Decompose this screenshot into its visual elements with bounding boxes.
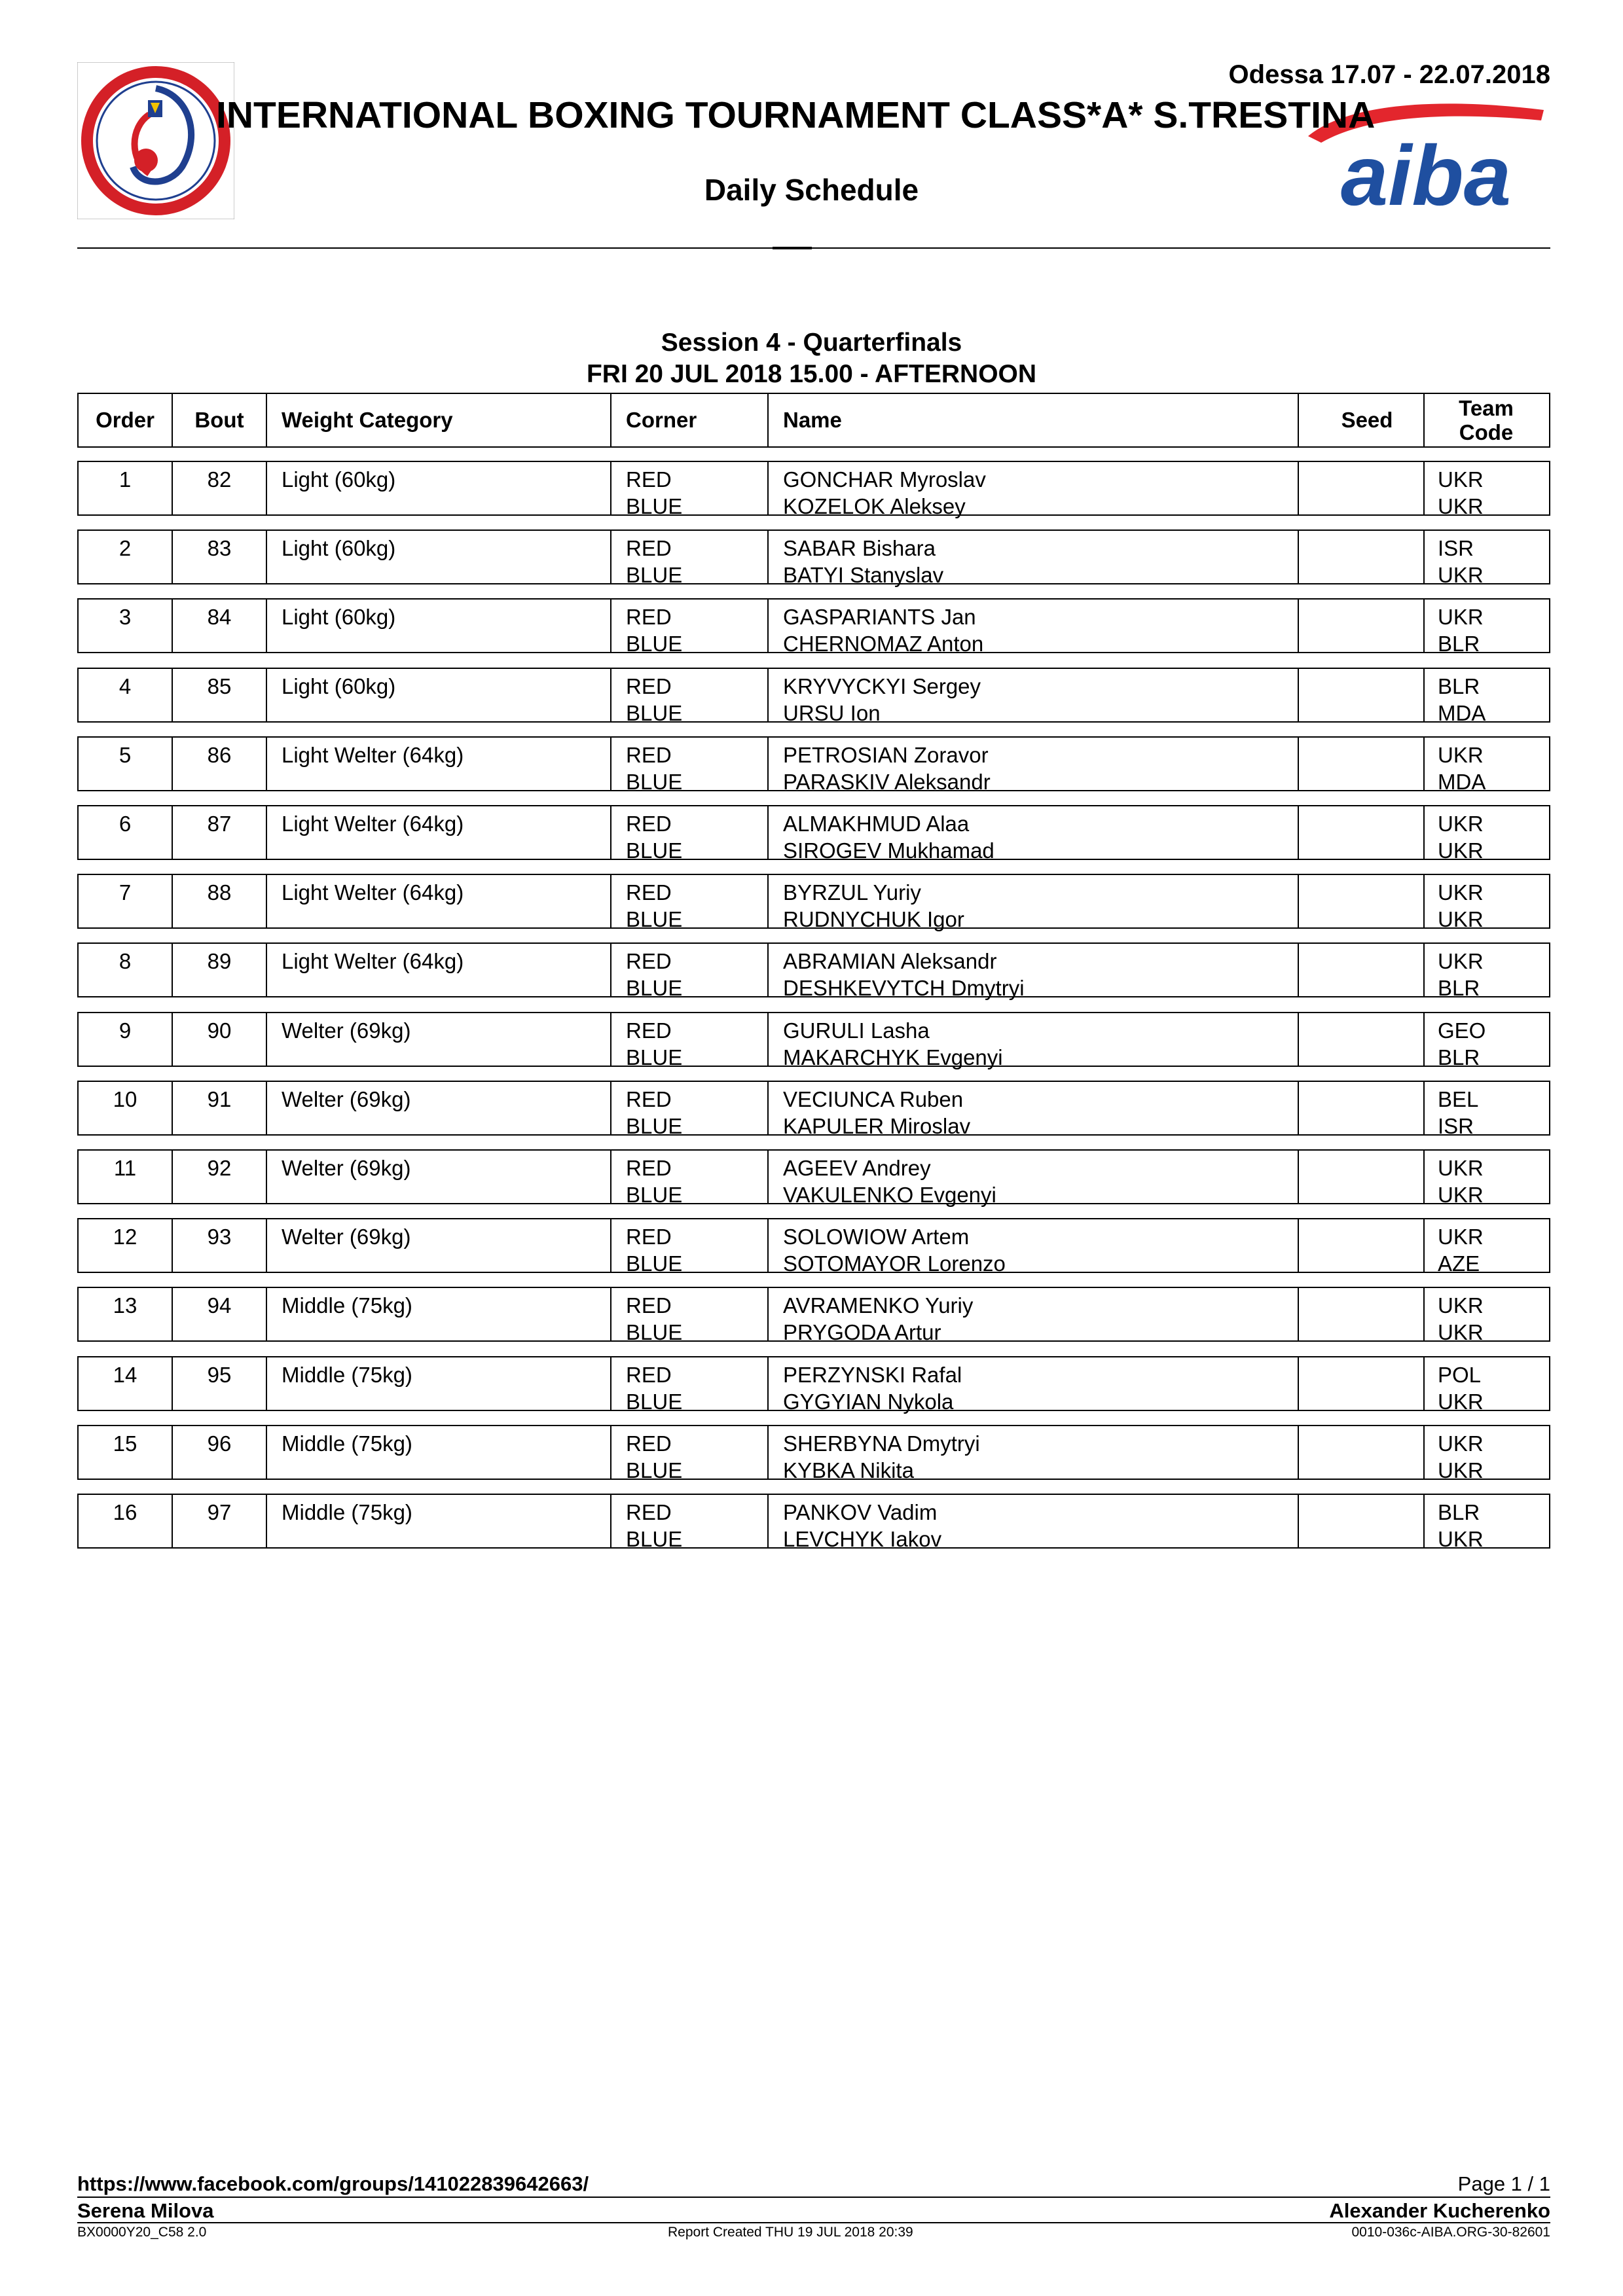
bout-number: 97 — [207, 1500, 232, 1524]
red-team-code: UKR — [1438, 1156, 1484, 1180]
column-seed: Seed — [1341, 408, 1393, 432]
weight-category-cell — [282, 948, 464, 975]
boxer-name-cell — [783, 673, 981, 726]
blue-team-code: BLR — [1438, 1045, 1480, 1069]
boxer-name-cell — [783, 535, 943, 588]
weight-category-cell — [282, 1017, 410, 1044]
bout-order: 3 — [119, 605, 132, 629]
boxer-name-cell — [783, 603, 983, 657]
corner-cell — [626, 1086, 682, 1139]
table-header — [77, 393, 1550, 448]
bout-number-cell — [173, 1017, 266, 1044]
table-row — [77, 1149, 1550, 1207]
blue-team-code: UKR — [1438, 1527, 1484, 1551]
red-corner: RED — [626, 605, 672, 629]
red-boxer-name: BYRZUL Yuriy — [783, 880, 921, 905]
team-code-cell — [1438, 1223, 1484, 1277]
bout-order: 6 — [119, 812, 132, 836]
aiba-wordmark: aiba — [1340, 128, 1512, 215]
blue-corner: BLUE — [626, 1045, 683, 1069]
team-code-cell — [1438, 673, 1486, 726]
table-row — [77, 461, 1550, 516]
weight-category-cell — [282, 1430, 412, 1457]
column-corner: Corner — [626, 408, 697, 432]
boxer-name-cell — [783, 1292, 973, 1346]
blue-corner: BLUE — [626, 1320, 683, 1344]
blue-boxer-name: KOZELOK Aleksey — [783, 494, 966, 518]
bout-order: 4 — [119, 674, 132, 698]
bout-number-cell — [173, 948, 266, 975]
team-code-cell — [1438, 948, 1484, 1001]
blue-corner: BLUE — [626, 1390, 683, 1414]
boxer-name-cell — [783, 810, 994, 864]
blue-team-code: UKR — [1438, 838, 1484, 863]
bout-number: 94 — [207, 1293, 232, 1318]
header-divider — [77, 247, 1550, 249]
bout-number: 95 — [207, 1363, 232, 1387]
blue-corner: BLUE — [626, 770, 683, 794]
column-weight: Weight Category — [282, 408, 453, 432]
red-boxer-name: AVRAMENKO Yuriy — [783, 1293, 974, 1318]
weight-category: Middle (75kg) — [282, 1500, 412, 1524]
red-boxer-name: PETROSIAN Zoravor — [783, 743, 989, 767]
red-team-code: UKR — [1438, 743, 1484, 767]
blue-team-code: UKR — [1438, 907, 1484, 931]
blue-boxer-name: PARASKIV Aleksandr — [783, 770, 991, 794]
blue-boxer-name: BATYI Stanyslav — [783, 563, 944, 587]
blue-boxer-name: URSU Ion — [783, 701, 881, 725]
red-corner: RED — [626, 1087, 672, 1111]
red-corner: RED — [626, 674, 672, 698]
team-code-cell — [1438, 810, 1484, 864]
bout-number-cell — [173, 1223, 266, 1250]
session-title: Session 4 - Quarterfinals — [661, 329, 962, 357]
page-number: Page 1 / 1 — [1457, 2172, 1550, 2195]
bout-order-cell — [79, 603, 172, 630]
red-team-code: UKR — [1438, 1293, 1484, 1318]
boxer-name-cell — [783, 1499, 941, 1552]
blue-corner: BLUE — [626, 838, 683, 863]
corner-cell — [626, 603, 682, 657]
boxer-name-cell — [783, 1155, 996, 1208]
bout-number: 85 — [207, 674, 232, 698]
weight-category-cell — [282, 810, 464, 837]
red-boxer-name: GURULI Lasha — [783, 1018, 930, 1043]
bout-order: 14 — [113, 1363, 137, 1387]
report-created: Report Created THU 19 JUL 2018 20:39 — [668, 2225, 913, 2240]
corner-cell — [626, 1155, 682, 1208]
blue-boxer-name: DESHKEVYTCH Dmytryi — [783, 976, 1025, 1000]
bout-number-cell — [173, 1086, 266, 1113]
team-code-cell — [1438, 603, 1484, 657]
boxer-name-cell — [783, 1361, 962, 1415]
blue-team-code: BLR — [1438, 976, 1480, 1000]
page-title: INTERNATIONAL BOXING TOURNAMENT CLASS*A* S.TRESTINA — [216, 94, 1376, 136]
blue-corner: BLUE — [626, 907, 683, 931]
blue-boxer-name: SOTOMAYOR Lorenzo — [783, 1251, 1006, 1276]
bout-number: 91 — [207, 1087, 232, 1111]
red-boxer-name: SABAR Bishara — [783, 536, 936, 560]
blue-team-code: UKR — [1438, 1390, 1484, 1414]
weight-category-cell — [282, 603, 395, 630]
red-corner: RED — [626, 1431, 672, 1456]
red-boxer-name: ALMAKHMUD Alaa — [783, 812, 970, 836]
boxer-name-cell — [783, 1017, 1003, 1071]
bout-number: 82 — [207, 467, 232, 492]
team-code-cell — [1438, 1361, 1484, 1415]
column-order: Order — [96, 408, 155, 432]
weight-category: Light (60kg) — [282, 467, 396, 492]
bout-order: 12 — [113, 1225, 137, 1249]
blue-team-code: UKR — [1438, 494, 1484, 518]
boxer-name-cell — [783, 1430, 980, 1484]
blue-corner: BLUE — [626, 1527, 683, 1551]
table-row — [77, 1356, 1550, 1414]
red-corner: RED — [626, 949, 672, 973]
red-team-code: ISR — [1438, 536, 1474, 560]
red-team-code: UKR — [1438, 1431, 1484, 1456]
corner-cell — [626, 1499, 682, 1552]
bout-order: 5 — [119, 743, 132, 767]
header-divider-accent — [773, 247, 812, 249]
red-corner: RED — [626, 467, 672, 492]
red-boxer-name: PERZYNSKI Rafal — [783, 1363, 962, 1387]
blue-team-code: UKR — [1438, 1183, 1484, 1207]
blue-team-code: UKR — [1438, 563, 1484, 587]
weight-category-cell — [282, 1361, 412, 1388]
blue-corner: BLUE — [626, 632, 683, 656]
blue-team-code: ISR — [1438, 1114, 1474, 1138]
red-corner: RED — [626, 812, 672, 836]
weight-category: Light (60kg) — [282, 536, 396, 560]
bout-order-cell — [79, 1361, 172, 1388]
table-row — [77, 1425, 1550, 1480]
red-boxer-name: GASPARIANTS Jan — [783, 605, 976, 629]
bout-order-cell — [79, 466, 172, 493]
red-boxer-name: SOLOWIOW Artem — [783, 1225, 970, 1249]
red-boxer-name: GONCHAR Myroslav — [783, 467, 986, 492]
bout-number-cell — [173, 535, 266, 562]
blue-corner: BLUE — [626, 1251, 683, 1276]
blue-corner: BLUE — [626, 563, 683, 587]
table-row — [77, 942, 1550, 1000]
table-row — [77, 805, 1550, 863]
weight-category: Middle (75kg) — [282, 1293, 412, 1318]
footer-divider — [77, 2197, 1550, 2198]
red-boxer-name: KRYVYCKYI Sergey — [783, 674, 981, 698]
boxer-name-cell — [783, 879, 964, 933]
corner-cell — [626, 810, 682, 864]
bout-number-cell — [173, 1155, 266, 1181]
bout-order: 8 — [119, 949, 132, 973]
session-datetime: FRI 20 JUL 2018 15.00 - AFTERNOON — [586, 360, 1037, 388]
tournament-dates: Odessa 17.07 - 22.07.2018 — [1228, 60, 1550, 89]
blue-team-code: UKR — [1438, 1458, 1484, 1482]
footer-left-signatory: Serena Milova — [77, 2199, 214, 2222]
boxer-name-cell — [783, 742, 991, 795]
blue-boxer-name: CHERNOMAZ Anton — [783, 632, 984, 656]
weight-category-cell — [282, 535, 395, 562]
bout-number-cell — [173, 879, 266, 906]
page-subtitle: Daily Schedule — [704, 173, 919, 207]
blue-team-code: AZE — [1438, 1251, 1480, 1276]
blue-corner: BLUE — [626, 976, 683, 1000]
bout-order: 10 — [113, 1087, 137, 1111]
weight-category: Light Welter (64kg) — [282, 949, 464, 973]
corner-cell — [626, 1223, 682, 1277]
red-corner: RED — [626, 880, 672, 905]
weight-category: Light (60kg) — [282, 605, 396, 629]
weight-category: Welter (69kg) — [282, 1018, 411, 1043]
red-team-code: BLR — [1438, 1500, 1480, 1524]
team-code-cell — [1438, 1155, 1484, 1208]
blue-corner: BLUE — [626, 1458, 683, 1482]
bout-order: 16 — [113, 1500, 137, 1524]
weight-category: Welter (69kg) — [282, 1087, 411, 1111]
bout-order-cell — [79, 879, 172, 906]
column-name: Name — [783, 408, 842, 432]
blue-corner: BLUE — [626, 494, 683, 518]
blue-team-code: MDA — [1438, 770, 1486, 794]
column-team-code-line2: Code — [1459, 420, 1514, 444]
table-row — [77, 1081, 1550, 1136]
blue-team-code: MDA — [1438, 701, 1486, 725]
red-boxer-name: PANKOV Vadim — [783, 1500, 938, 1524]
team-code-cell — [1438, 1017, 1486, 1071]
bout-number: 88 — [207, 880, 232, 905]
bout-order: 13 — [113, 1293, 137, 1318]
weight-category-cell — [282, 1223, 410, 1250]
table-row — [77, 1218, 1550, 1276]
weight-category-cell — [282, 673, 395, 700]
boxer-name-cell — [783, 466, 986, 520]
table-row — [77, 529, 1550, 587]
red-boxer-name: SHERBYNA Dmytryi — [783, 1431, 980, 1456]
bout-number: 83 — [207, 536, 232, 560]
bout-order-cell — [79, 1430, 172, 1457]
red-corner: RED — [626, 1293, 672, 1318]
red-team-code: UKR — [1438, 880, 1484, 905]
blue-team-code: UKR — [1438, 1320, 1484, 1344]
red-corner: RED — [626, 1156, 672, 1180]
team-code-cell — [1438, 466, 1484, 520]
team-code-cell — [1438, 1499, 1484, 1552]
red-team-code: BEL — [1438, 1087, 1479, 1111]
corner-cell — [626, 673, 682, 726]
bout-order-cell — [79, 1017, 172, 1044]
table-row — [77, 736, 1550, 794]
boxer-name-cell — [783, 1086, 970, 1139]
bout-number: 86 — [207, 743, 232, 767]
team-code-cell — [1438, 1292, 1484, 1346]
blue-boxer-name: KYBKA Nikita — [783, 1458, 914, 1482]
table-row — [77, 1287, 1550, 1342]
bout-order-cell — [79, 948, 172, 975]
bout-order: 2 — [119, 536, 132, 560]
blue-corner: BLUE — [626, 1114, 683, 1138]
bout-number: 93 — [207, 1225, 232, 1249]
team-code-cell — [1438, 742, 1486, 795]
red-team-code: UKR — [1438, 1225, 1484, 1249]
bout-order-cell — [79, 742, 172, 768]
boxer-name-cell — [783, 948, 1025, 1001]
bout-number: 84 — [207, 605, 232, 629]
column-bout: Bout — [194, 408, 244, 432]
bout-number: 96 — [207, 1431, 232, 1456]
bout-number-cell — [173, 1430, 266, 1457]
blue-corner: BLUE — [626, 701, 683, 725]
weight-category-cell — [282, 742, 464, 768]
weight-category-cell — [282, 1086, 410, 1113]
red-corner: RED — [626, 1500, 672, 1524]
corner-cell — [626, 466, 682, 520]
weight-category-cell — [282, 879, 464, 906]
team-code-cell — [1438, 879, 1484, 933]
red-boxer-name: ABRAMIAN Aleksandr — [783, 949, 997, 973]
bout-number: 92 — [207, 1156, 232, 1180]
blue-boxer-name: GYGYIAN Nykola — [783, 1390, 954, 1414]
bout-order: 1 — [119, 467, 132, 492]
bout-number-cell — [173, 1499, 266, 1526]
blue-boxer-name: LEVCHYK Iakov — [783, 1527, 942, 1551]
blue-boxer-name: RUDNYCHUK Igor — [783, 907, 964, 931]
weight-category: Light Welter (64kg) — [282, 743, 464, 767]
weight-category-cell — [282, 1155, 410, 1181]
bout-number-cell — [173, 742, 266, 768]
weight-category: Welter (69kg) — [282, 1225, 411, 1249]
weight-category-cell — [282, 466, 395, 493]
corner-cell — [626, 879, 682, 933]
bout-order-cell — [79, 673, 172, 700]
red-team-code: POL — [1438, 1363, 1482, 1387]
bout-number: 90 — [207, 1018, 232, 1043]
session-heading — [0, 327, 1623, 390]
bout-order: 11 — [113, 1156, 137, 1180]
bout-number: 89 — [207, 949, 232, 973]
bout-order-cell — [79, 1086, 172, 1113]
blue-boxer-name: MAKARCHYK Evgenyi — [783, 1045, 1003, 1069]
bout-order: 7 — [119, 880, 132, 905]
table-row — [77, 1494, 1550, 1549]
blue-team-code: BLR — [1438, 632, 1480, 656]
bout-order-cell — [79, 1155, 172, 1181]
corner-cell — [626, 1430, 682, 1484]
blue-boxer-name: PRYGODA Artur — [783, 1320, 941, 1344]
blue-boxer-name: VAKULENKO Evgenyi — [783, 1183, 996, 1207]
corner-cell — [626, 1361, 682, 1415]
weight-category: Light Welter (64kg) — [282, 812, 464, 836]
table-row — [77, 874, 1550, 929]
corner-cell — [626, 948, 682, 1001]
footer-url-link[interactable]: https://www.facebook.com/groups/141022839642663/ — [77, 2172, 589, 2195]
blue-corner: BLUE — [626, 1183, 683, 1207]
column-team-code-line1: Team — [1459, 396, 1514, 420]
table-row — [77, 1012, 1550, 1067]
weight-category: Middle (75kg) — [282, 1363, 412, 1387]
weight-category: Light Welter (64kg) — [282, 880, 464, 905]
table-row — [77, 668, 1550, 723]
team-code-cell — [1438, 1086, 1478, 1139]
red-boxer-name: VECIUNCA Ruben — [783, 1087, 964, 1111]
bout-number: 87 — [207, 812, 232, 836]
red-corner: RED — [626, 1363, 672, 1387]
team-code-cell — [1438, 535, 1484, 588]
corner-cell — [626, 535, 682, 588]
red-corner: RED — [626, 1225, 672, 1249]
bout-order: 15 — [113, 1431, 137, 1456]
red-corner: RED — [626, 1018, 672, 1043]
bout-number-cell — [173, 1361, 266, 1388]
bout-order-cell — [79, 1292, 172, 1319]
footer-right-signatory: Alexander Kucherenko — [1329, 2199, 1550, 2222]
blue-boxer-name: SIROGEV Mukhamad — [783, 838, 994, 863]
bout-order-cell — [79, 810, 172, 837]
bout-order: 9 — [119, 1018, 132, 1043]
bout-number-cell — [173, 1292, 266, 1319]
red-boxer-name: AGEEV Andrey — [783, 1156, 931, 1180]
footer-divider-bottom — [77, 2222, 1550, 2223]
red-team-code: UKR — [1438, 467, 1484, 492]
boxer-name-cell — [783, 1223, 1006, 1277]
weight-category: Welter (69kg) — [282, 1156, 411, 1180]
report-id: 0010-036c-AIBA.ORG-30-82601 — [1351, 2225, 1550, 2240]
bout-number-cell — [173, 673, 266, 700]
weight-category: Light (60kg) — [282, 674, 396, 698]
blue-boxer-name: KAPULER Miroslav — [783, 1114, 971, 1138]
red-corner: RED — [626, 536, 672, 560]
weight-category: Middle (75kg) — [282, 1431, 412, 1456]
corner-cell — [626, 742, 682, 795]
bout-number-cell — [173, 810, 266, 837]
bout-order-cell — [79, 535, 172, 562]
red-team-code: GEO — [1438, 1018, 1486, 1043]
red-team-code: BLR — [1438, 674, 1480, 698]
weight-category-cell — [282, 1292, 412, 1319]
red-team-code: UKR — [1438, 605, 1484, 629]
red-corner: RED — [626, 743, 672, 767]
bout-order-cell — [79, 1499, 172, 1526]
bout-order-cell — [79, 1223, 172, 1250]
bout-number-cell — [173, 466, 266, 493]
report-code: BX0000Y20_C58 2.0 — [77, 2225, 207, 2240]
red-team-code: UKR — [1438, 949, 1484, 973]
column-team-code — [1423, 394, 1549, 446]
bout-number-cell — [173, 603, 266, 630]
corner-cell — [626, 1017, 682, 1071]
weight-category-cell — [282, 1499, 412, 1526]
red-team-code: UKR — [1438, 812, 1484, 836]
table-row — [77, 598, 1550, 656]
team-code-cell — [1438, 1430, 1484, 1484]
corner-cell — [626, 1292, 682, 1346]
